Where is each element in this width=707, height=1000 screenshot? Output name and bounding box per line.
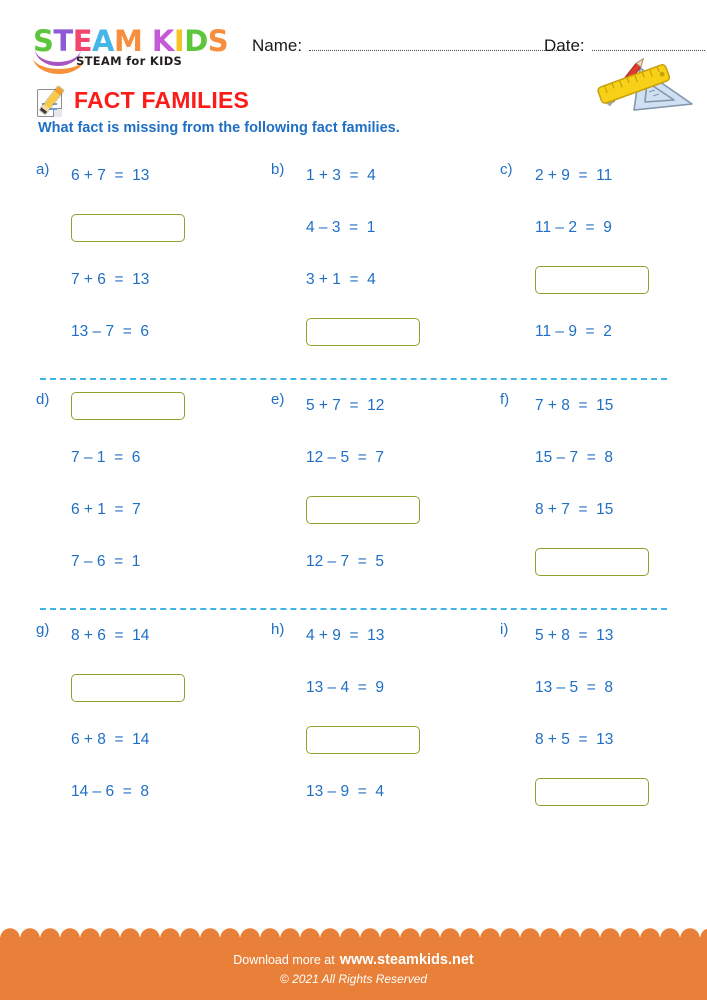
problem-g (33, 610, 268, 818)
answer-box[interactable] (306, 496, 420, 524)
fact-line (71, 714, 268, 766)
fact-line (535, 254, 707, 306)
logo-letter-3: A (92, 24, 114, 58)
page-title-row (33, 82, 249, 118)
equation-text: 7 – 6 = 1 (71, 553, 141, 570)
fact-line (535, 610, 707, 662)
equation-text: 8 + 5 = 13 (535, 731, 614, 748)
answer-box[interactable] (306, 726, 420, 754)
problem-letter: h) (271, 621, 285, 638)
fact-line (306, 714, 503, 766)
equation-text: 15 – 7 = 8 (535, 449, 613, 466)
fact-line (71, 254, 268, 306)
fact-line (306, 536, 503, 588)
logo-letter-8: D (184, 24, 208, 58)
fact-line (71, 536, 268, 588)
download-label: Download more at (233, 952, 335, 967)
problem-letter: i) (500, 621, 509, 638)
problem-i (497, 610, 707, 818)
equation-text: 4 + 9 = 13 (306, 627, 385, 644)
problem-h (268, 610, 503, 818)
problem-letter: b) (271, 161, 285, 178)
copyright-text: © 2021 All Rights Reserved (279, 971, 428, 986)
fact-line (306, 484, 503, 536)
fact-line (535, 380, 707, 432)
fact-line (71, 380, 268, 432)
problem-letter: c) (500, 161, 513, 178)
instruction-text: What fact is missing from the following fact families. (38, 120, 400, 136)
page-footer (0, 937, 707, 1000)
fact-line (535, 432, 707, 484)
problem-letter: e) (271, 391, 285, 408)
problem-letter: a) (36, 161, 50, 178)
equation-text: 12 – 7 = 5 (306, 553, 384, 570)
logo-tagline: STEAM for KIDS (76, 54, 183, 68)
fact-line (71, 610, 268, 662)
fact-line (535, 766, 707, 818)
equation-text: 8 + 6 = 14 (71, 627, 150, 644)
problem-b (268, 150, 503, 358)
logo-letter-9: S (207, 24, 229, 58)
fact-line (306, 306, 503, 358)
logo-letter-7: I (173, 24, 185, 58)
equation-text: 5 + 7 = 12 (306, 397, 385, 414)
equation-text: 6 + 7 = 13 (71, 167, 150, 184)
fact-line (306, 380, 503, 432)
fact-line (535, 306, 707, 358)
equation-text: 13 – 9 = 4 (306, 783, 384, 800)
equation-text: 13 – 5 = 8 (535, 679, 613, 696)
problem-letter: g) (36, 621, 50, 638)
fact-line (71, 766, 268, 818)
problem-d (33, 380, 268, 588)
equation-text: 5 + 8 = 13 (535, 627, 614, 644)
equation-text: 13 – 4 = 9 (306, 679, 384, 696)
equation-text: 7 – 1 = 6 (71, 449, 141, 466)
answer-box[interactable] (71, 392, 185, 420)
date-field[interactable] (544, 36, 705, 56)
logo-letter-1: T (53, 24, 73, 58)
fact-line (71, 484, 268, 536)
website-url[interactable]: www.steamkids.net (339, 951, 474, 968)
equation-text: 13 – 7 = 6 (71, 323, 149, 340)
fact-line (306, 766, 503, 818)
fact-line (71, 662, 268, 714)
name-label: Name: (252, 36, 303, 55)
fact-line (71, 150, 268, 202)
name-field[interactable] (252, 36, 567, 56)
fact-line (535, 150, 707, 202)
answer-box[interactable] (306, 318, 420, 346)
fact-line (306, 610, 503, 662)
fact-line (535, 202, 707, 254)
problem-row (0, 610, 707, 840)
equation-text: 8 + 7 = 15 (535, 501, 614, 518)
equation-text: 7 + 8 = 15 (535, 397, 614, 414)
fact-line (535, 536, 707, 588)
problem-f (497, 380, 707, 588)
page-title: FACT FAMILIES (74, 86, 250, 113)
fact-line (306, 150, 503, 202)
logo-letter-5 (142, 27, 152, 56)
problem-row (0, 150, 707, 380)
answer-box[interactable] (535, 778, 649, 806)
equation-text: 6 + 8 = 14 (71, 731, 150, 748)
logo-letter-6: K (151, 24, 174, 58)
problem-e (268, 380, 503, 588)
answer-box[interactable] (71, 674, 185, 702)
download-line (233, 952, 474, 968)
equation-text: 1 + 3 = 4 (306, 167, 376, 184)
equation-text: 11 – 9 = 2 (535, 323, 612, 340)
problem-grid (0, 150, 707, 840)
logo-letter-4: M (113, 24, 143, 58)
fact-line (535, 714, 707, 766)
fact-line (306, 254, 503, 306)
equation-text: 14 – 6 = 8 (71, 783, 149, 800)
name-input-line[interactable] (309, 40, 567, 51)
equation-text: 3 + 1 = 4 (306, 271, 376, 288)
equation-text: 2 + 9 = 11 (535, 167, 613, 184)
notepad-pencil-icon (33, 82, 67, 118)
fact-line (306, 432, 503, 484)
fact-line (71, 202, 268, 254)
equation-text: 12 – 5 = 7 (306, 449, 384, 466)
problem-a (33, 150, 268, 358)
fact-line (306, 662, 503, 714)
fact-line (306, 202, 503, 254)
steam-kids-logo (33, 24, 233, 73)
problem-c (497, 150, 707, 358)
equation-text: 11 – 2 = 9 (535, 219, 612, 236)
problem-letter: f) (500, 391, 510, 408)
problem-row (0, 380, 707, 610)
logo-letter-0: S (33, 24, 54, 58)
fact-line (71, 432, 268, 484)
answer-box[interactable] (535, 548, 649, 576)
problem-letter: d) (36, 391, 50, 408)
logo-letter-2: E (72, 24, 92, 58)
notepad-corner-curl (53, 108, 62, 117)
fact-line (535, 662, 707, 714)
equation-text: 6 + 1 = 7 (71, 501, 141, 518)
answer-box[interactable] (535, 266, 649, 294)
date-input-line[interactable] (592, 40, 705, 51)
date-label: Date: (544, 36, 585, 55)
ruler-pencil-setsquare-icon (592, 58, 698, 128)
fact-line (535, 484, 707, 536)
fact-line (71, 306, 268, 358)
equation-text: 7 + 6 = 13 (71, 271, 150, 288)
answer-box[interactable] (71, 214, 185, 242)
equation-text: 4 – 3 = 1 (306, 219, 376, 236)
